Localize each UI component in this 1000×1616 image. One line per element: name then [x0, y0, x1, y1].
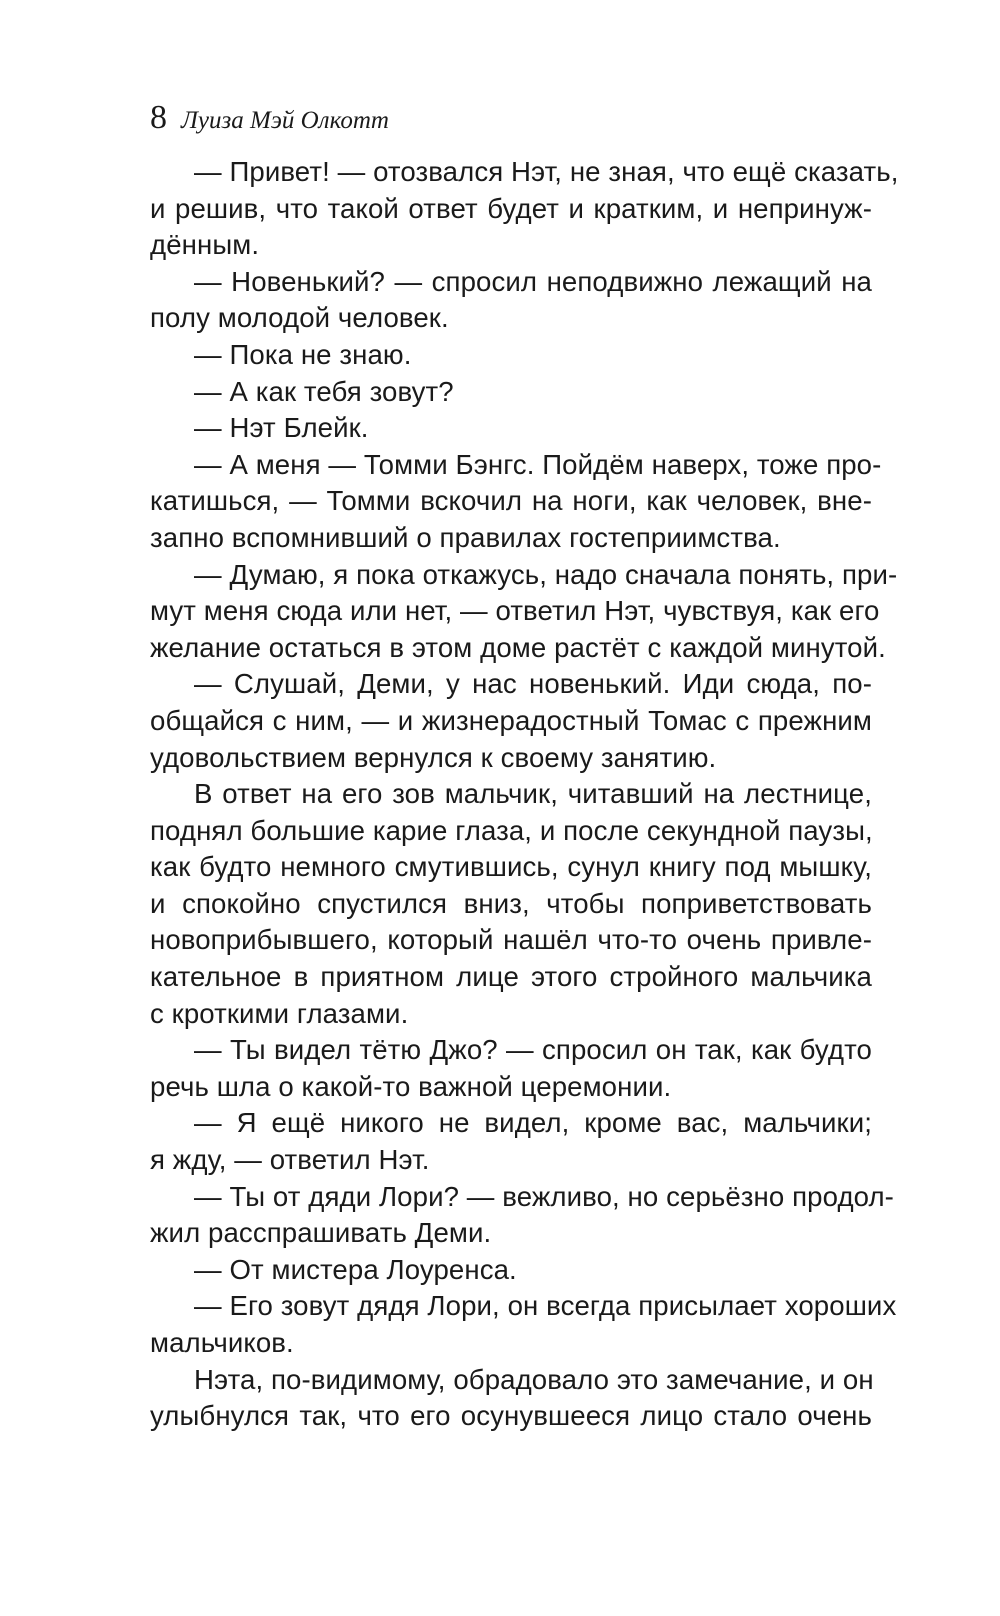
text-line: — Новенький? — спросил неподвижно лежащий на: [194, 265, 872, 297]
text-line: поднял большие карие глаза, и после секундной паузы,: [150, 814, 873, 846]
running-title: Луиза Мэй Олкотт: [181, 107, 389, 134]
text-line: — От мистера Лоуренса.: [194, 1253, 517, 1285]
text-line: и решив, что такой ответ будет и кратким, и непринуж-: [150, 192, 872, 224]
text-line: В ответ на его зов мальчик, читавший на лестнице,: [194, 778, 872, 810]
text-line: катишься, — Томми вскочил на ноги, как человек, вне-: [150, 485, 872, 517]
text-line: удовольствием вернулся к своему занятию.: [150, 741, 717, 773]
text-line: с кроткими глазами.: [150, 997, 409, 1029]
body-text: [150, 154, 899, 1435]
text-line: — Слушай, Деми, у нас новенький. Иди сюда, по-: [194, 668, 872, 700]
text-line: жил расспрашивать Деми.: [150, 1217, 492, 1249]
text-line: — Я ещё никого не видел, кроме вас, мальчики;: [194, 1107, 872, 1139]
text-line: — Пока не знаю.: [194, 338, 412, 370]
text-line: — Думаю, я пока откажусь, надо сначала понять, при-: [194, 558, 898, 590]
text-line: и спокойно спустился вниз, чтобы поприветствовать: [150, 887, 872, 919]
text-line: запно вспомнивший о правилах гостеприимства.: [150, 521, 781, 553]
text-line: как будто немного смутившись, сунул книгу под мышку,: [150, 851, 872, 883]
running-head: [150, 96, 872, 140]
text-line: — Привет! — отозвался Нэт, не зная, что ещё сказать,: [194, 156, 899, 187]
text-line: речь шла о какой-то важной церемонии.: [150, 1070, 672, 1102]
text-line: полу молодой человек.: [150, 302, 449, 334]
text-line: я жду, — ответил Нэт.: [150, 1144, 430, 1176]
text-line: — Его зовут дядя Лори, он всегда присылает хороших: [194, 1290, 897, 1322]
book-page: [150, 96, 899, 1435]
text-line: — А как тебя зовут?: [194, 375, 454, 407]
text-line: — Ты видел тётю Джо? — спросил он так, как будто: [194, 1034, 872, 1066]
text-line: — Нэт Блейк.: [194, 412, 369, 444]
page-number: 8: [150, 99, 167, 136]
text-line: общайся с ним, — и жизнерадостный Томас с прежним: [150, 704, 872, 736]
text-line: новоприбывшего, который нашёл что-то очень привле-: [150, 924, 872, 956]
text-line: желание остаться в этом доме растёт с каждой минутой.: [150, 631, 886, 663]
text-line: — Ты от дяди Лори? — вежливо, но серьёзно продол-: [194, 1180, 894, 1212]
text-line: кательное в приятном лице этого стройного мальчика: [150, 961, 872, 993]
text-line: — А меня — Томми Бэнгс. Пойдём наверх, тоже про-: [194, 448, 882, 480]
text-line: мут меня сюда или нет, — ответил Нэт, чувствуя, как его: [150, 595, 880, 627]
text-line: улыбнулся так, что его осунувшееся лицо стало очень: [150, 1400, 872, 1432]
text-line: Нэта, по-видимому, обрадовало это замечание, и он: [194, 1363, 874, 1395]
text-line: мальчиков.: [150, 1327, 294, 1358]
text-line: дённым.: [150, 229, 260, 261]
